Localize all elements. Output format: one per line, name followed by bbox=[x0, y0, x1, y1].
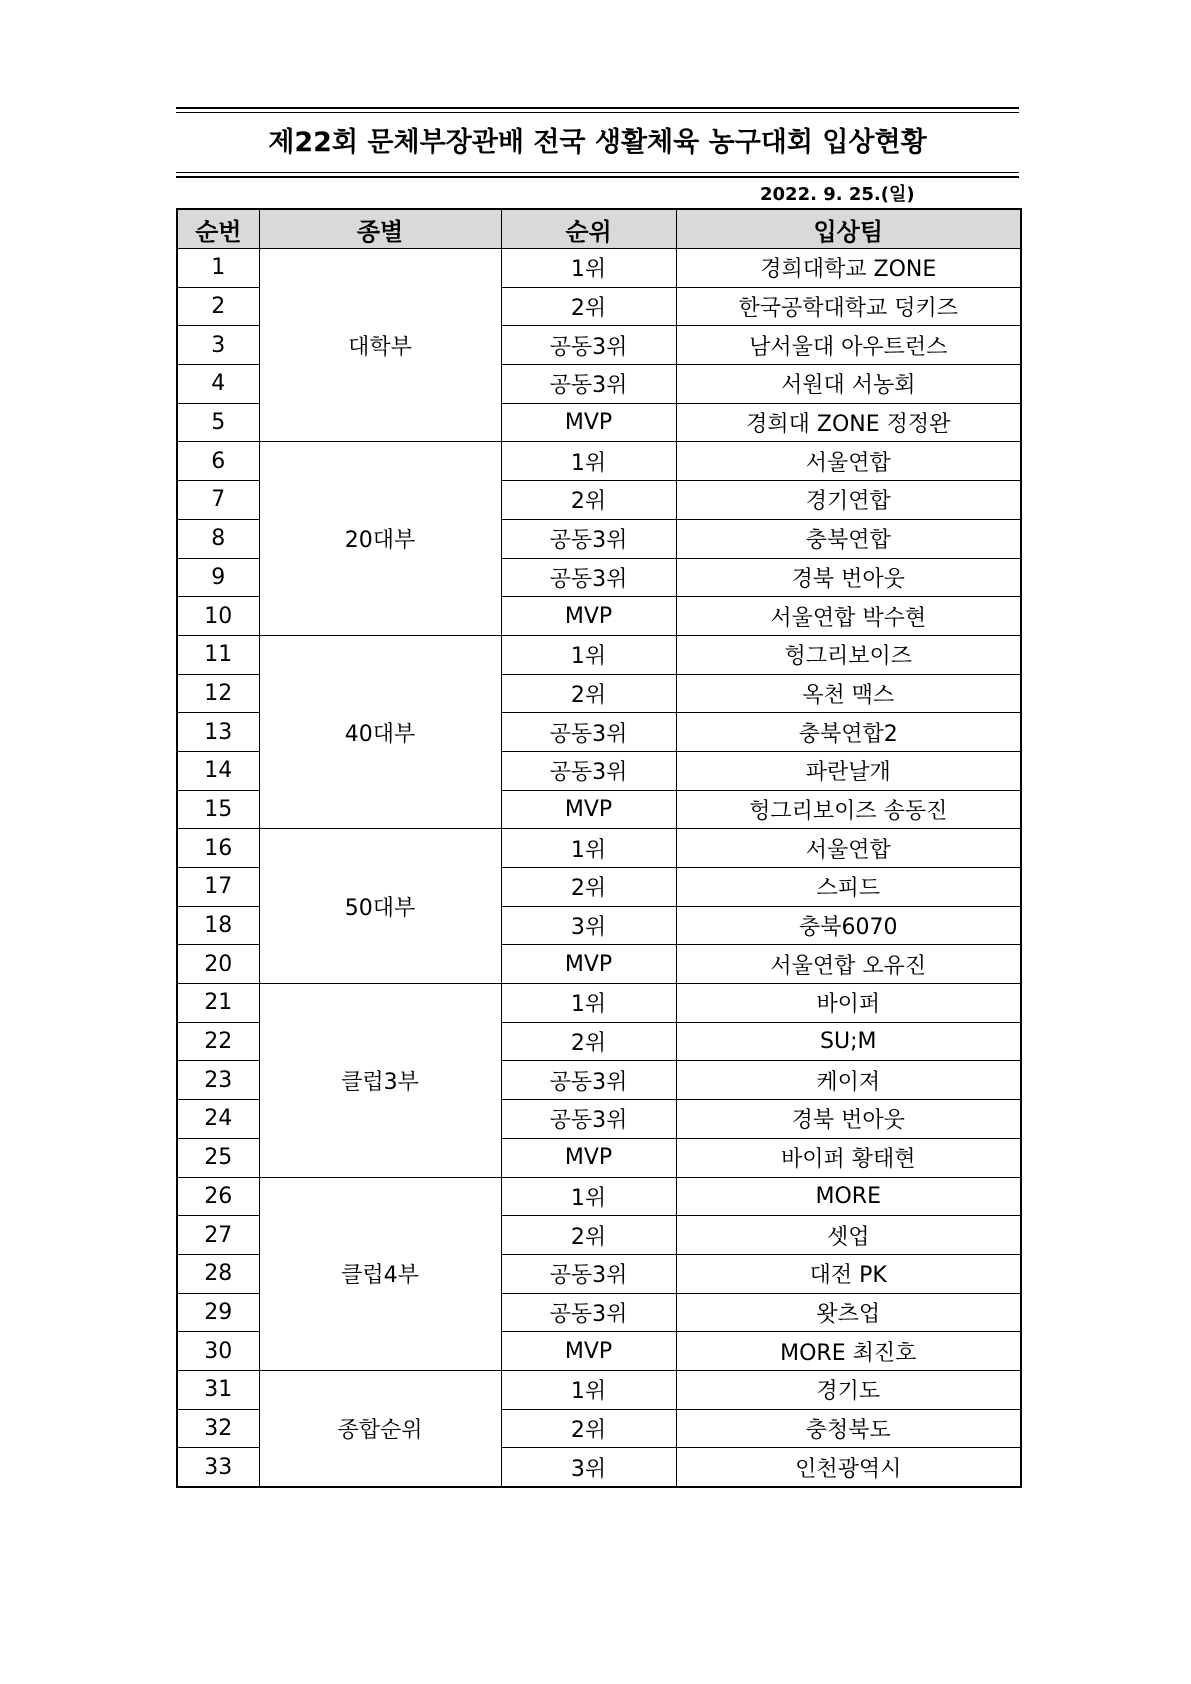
cell-no: 6 bbox=[177, 442, 259, 481]
cell-no: 26 bbox=[177, 1177, 259, 1216]
cell-rank: 1위 bbox=[501, 1370, 676, 1409]
cell-no: 12 bbox=[177, 674, 259, 713]
cell-rank: MVP bbox=[501, 403, 676, 442]
cell-rank: MVP bbox=[501, 790, 676, 829]
cell-rank: 1위 bbox=[501, 1177, 676, 1216]
cell-rank: 1위 bbox=[501, 249, 676, 288]
table-row bbox=[177, 1370, 1021, 1409]
cell-no: 22 bbox=[177, 1022, 259, 1061]
cell-team: 케이져 bbox=[676, 1061, 1021, 1100]
cell-division: 클럽4부 bbox=[259, 1177, 501, 1370]
cell-rank: 2위 bbox=[501, 287, 676, 326]
cell-no: 8 bbox=[177, 519, 259, 558]
cell-rank: 3위 bbox=[501, 1448, 676, 1487]
header-row bbox=[177, 209, 1021, 249]
cell-no: 29 bbox=[177, 1293, 259, 1332]
cell-team: 충청북도 bbox=[676, 1409, 1021, 1448]
cell-no: 15 bbox=[177, 790, 259, 829]
cell-rank: 공동3위 bbox=[501, 713, 676, 752]
cell-no: 32 bbox=[177, 1409, 259, 1448]
cell-rank: MVP bbox=[501, 1332, 676, 1371]
title-rule-top bbox=[176, 107, 1019, 113]
header-team: 입상팀 bbox=[676, 209, 1021, 249]
cell-team: 왓츠업 bbox=[676, 1293, 1021, 1332]
cell-rank: 공동3위 bbox=[501, 519, 676, 558]
header-division: 종별 bbox=[259, 209, 501, 249]
cell-rank: 공동3위 bbox=[501, 1061, 676, 1100]
table-row bbox=[177, 442, 1021, 481]
table-row bbox=[177, 249, 1021, 288]
cell-rank: 2위 bbox=[501, 868, 676, 907]
cell-rank: 2위 bbox=[501, 674, 676, 713]
cell-team: 남서울대 아우트런스 bbox=[676, 326, 1021, 365]
cell-no: 10 bbox=[177, 597, 259, 636]
cell-rank: 2위 bbox=[501, 1022, 676, 1061]
cell-team: SU;M bbox=[676, 1022, 1021, 1061]
cell-rank: 공동3위 bbox=[501, 1293, 676, 1332]
cell-team: 서울연합 bbox=[676, 442, 1021, 481]
cell-no: 20 bbox=[177, 945, 259, 984]
cell-team: 스피드 bbox=[676, 868, 1021, 907]
cell-team: 한국공학대학교 덩키즈 bbox=[676, 287, 1021, 326]
cell-no: 16 bbox=[177, 829, 259, 868]
cell-no: 11 bbox=[177, 635, 259, 674]
cell-team: 경북 번아웃 bbox=[676, 558, 1021, 597]
cell-team: 옥천 맥스 bbox=[676, 674, 1021, 713]
cell-no: 31 bbox=[177, 1370, 259, 1409]
cell-rank: 1위 bbox=[501, 442, 676, 481]
cell-rank: 3위 bbox=[501, 906, 676, 945]
cell-team: 서원대 서농회 bbox=[676, 365, 1021, 404]
cell-no: 23 bbox=[177, 1061, 259, 1100]
cell-rank: 공동3위 bbox=[501, 326, 676, 365]
table-row bbox=[177, 1177, 1021, 1216]
cell-division: 대학부 bbox=[259, 249, 501, 442]
cell-rank: 1위 bbox=[501, 635, 676, 674]
cell-team: 충북연합2 bbox=[676, 713, 1021, 752]
cell-team: 경북 번아웃 bbox=[676, 1100, 1021, 1139]
cell-rank: 공동3위 bbox=[501, 751, 676, 790]
cell-team: 바이퍼 bbox=[676, 984, 1021, 1023]
cell-team: 서울연합 bbox=[676, 829, 1021, 868]
cell-rank: 1위 bbox=[501, 829, 676, 868]
cell-rank: 1위 bbox=[501, 984, 676, 1023]
title-rule-bottom bbox=[176, 172, 1019, 178]
page-title: 제22회 문체부장관배 전국 생활체육 농구대회 입상현황 bbox=[268, 127, 927, 158]
cell-team: 경기연합 bbox=[676, 481, 1021, 520]
cell-team: 헝그리보이즈 송동진 bbox=[676, 790, 1021, 829]
cell-team: 충북연합 bbox=[676, 519, 1021, 558]
cell-team: 헝그리보이즈 bbox=[676, 635, 1021, 674]
cell-no: 30 bbox=[177, 1332, 259, 1371]
cell-no: 7 bbox=[177, 481, 259, 520]
cell-team: 파란날개 bbox=[676, 751, 1021, 790]
cell-no: 24 bbox=[177, 1100, 259, 1139]
cell-division: 20대부 bbox=[259, 442, 501, 635]
cell-no: 18 bbox=[177, 906, 259, 945]
cell-division: 종합순위 bbox=[259, 1370, 501, 1487]
cell-team: 인천광역시 bbox=[676, 1448, 1021, 1487]
cell-team: 셋업 bbox=[676, 1216, 1021, 1255]
cell-no: 13 bbox=[177, 713, 259, 752]
cell-rank: 2위 bbox=[501, 1216, 676, 1255]
table-row bbox=[177, 829, 1021, 868]
table-row bbox=[177, 635, 1021, 674]
cell-no: 27 bbox=[177, 1216, 259, 1255]
results-body bbox=[177, 249, 1021, 1488]
cell-team: 경희대학교 ZONE bbox=[676, 249, 1021, 288]
cell-rank: 공동3위 bbox=[501, 365, 676, 404]
cell-no: 9 bbox=[177, 558, 259, 597]
cell-division: 50대부 bbox=[259, 829, 501, 984]
header-rank: 순위 bbox=[501, 209, 676, 249]
cell-team: 바이퍼 황태현 bbox=[676, 1138, 1021, 1177]
cell-division: 클럽3부 bbox=[259, 984, 501, 1177]
cell-team: 경기도 bbox=[676, 1370, 1021, 1409]
cell-team: 서울연합 오유진 bbox=[676, 945, 1021, 984]
cell-no: 1 bbox=[177, 249, 259, 288]
cell-rank: 2위 bbox=[501, 1409, 676, 1448]
cell-rank: MVP bbox=[501, 945, 676, 984]
cell-no: 4 bbox=[177, 365, 259, 404]
cell-no: 21 bbox=[177, 984, 259, 1023]
cell-team: MORE 최진호 bbox=[676, 1332, 1021, 1371]
cell-rank: 2위 bbox=[501, 481, 676, 520]
document-date: 2022. 9. 25.(일) bbox=[760, 184, 915, 205]
cell-no: 2 bbox=[177, 287, 259, 326]
cell-no: 25 bbox=[177, 1138, 259, 1177]
cell-rank: 공동3위 bbox=[501, 1254, 676, 1293]
cell-no: 17 bbox=[177, 868, 259, 907]
cell-team: 경희대 ZONE 정정완 bbox=[676, 403, 1021, 442]
results-table bbox=[176, 208, 1022, 1488]
cell-no: 33 bbox=[177, 1448, 259, 1487]
cell-team: 대전 PK bbox=[676, 1254, 1021, 1293]
cell-team: 서울연합 박수현 bbox=[676, 597, 1021, 636]
header-no: 순번 bbox=[177, 209, 259, 249]
cell-no: 3 bbox=[177, 326, 259, 365]
table-row bbox=[177, 984, 1021, 1023]
cell-rank: MVP bbox=[501, 1138, 676, 1177]
cell-team: MORE bbox=[676, 1177, 1021, 1216]
cell-division: 40대부 bbox=[259, 635, 501, 828]
cell-no: 14 bbox=[177, 751, 259, 790]
cell-rank: 공동3위 bbox=[501, 1100, 676, 1139]
cell-rank: MVP bbox=[501, 597, 676, 636]
cell-team: 충북6070 bbox=[676, 906, 1021, 945]
cell-rank: 공동3위 bbox=[501, 558, 676, 597]
cell-no: 28 bbox=[177, 1254, 259, 1293]
cell-no: 5 bbox=[177, 403, 259, 442]
